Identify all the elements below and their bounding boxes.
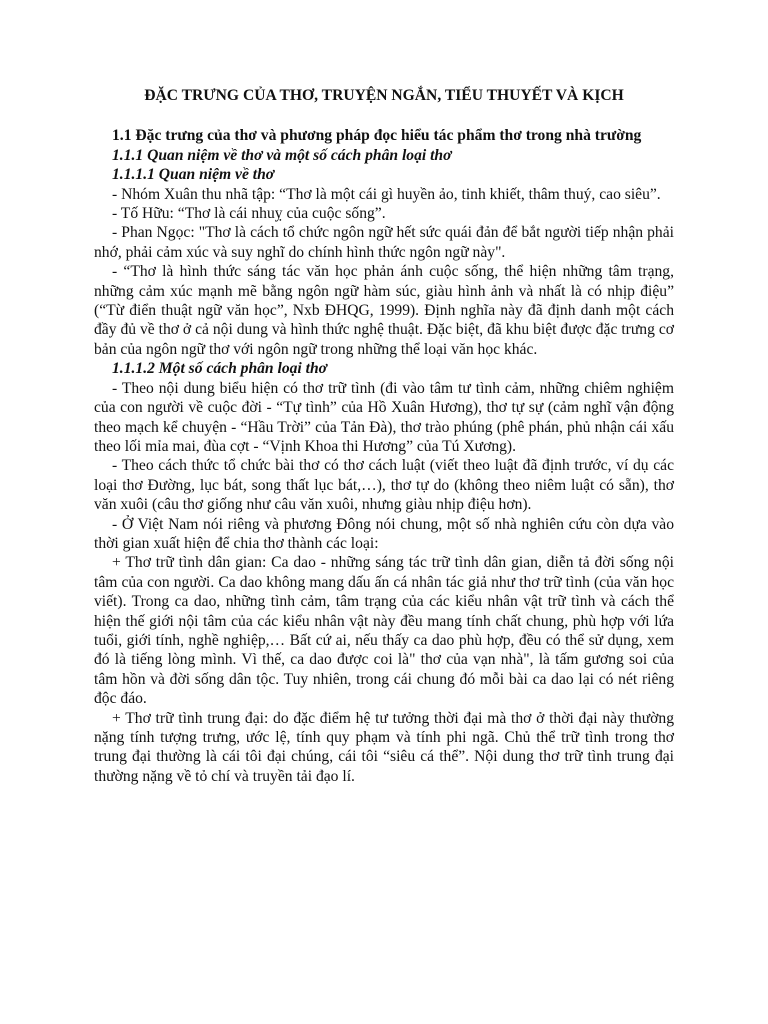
paragraph: - Nhóm Xuân thu nhã tập: “Thơ là một cái gì huyền ảo, tinh khiết, thâm thuý, cao siêu”.	[112, 185, 661, 203]
paragraph: - “Thơ là hình thức sáng tác văn học phản ánh cuộc sống, thể hiện những tâm trạng, những cảm xúc mạnh mẽ bằng ngôn ngữ hàm súc, giàu hình ảnh và nhất là có nhịp điệu” (“Từ điển thuật ngữ văn học”, Nxb ĐHQG, 1999). Định nghĩa này đã định danh một cách đầy đủ về thơ ở cả nội dung và hình thức nghệ thuật. Đặc biệt, đã khu biệt được đặc trưng cơ bản của ngôn ngữ thơ với ngôn ngữ trong những thể loại văn học khác.	[94, 263, 674, 358]
section-heading-1-1-1-1: 1.1.1.1 Quan niệm về thơ	[112, 166, 275, 184]
paragraph: - Theo nội dung biểu hiện có thơ trữ tình (đi vào tâm tư tình cảm, những chiêm nghiệm của con người về cuộc đời - “Tự tình” của Hồ Xuân Hương), thơ tự sự (cảm nghĩ vận động theo mạch kể chuyện - “Hầu Trời” của Tản Đà), thơ trào phúng (phê phán, phủ nhận cái xấu theo lối mỉa mai, đùa cợt - “Vịnh Khoa thi Hương” của Tú Xương).	[94, 379, 674, 455]
paragraph: - Tố Hữu: “Thơ là cái nhuỵ của cuộc sống”.	[112, 205, 386, 223]
paragraph: + Thơ trữ tình dân gian: Ca dao - những sáng tác trữ tình dân gian, diễn tả đời sống nội tâm của con người. Ca dao không mang dấu ấn cá nhân tác giả như thơ trữ tình (của văn học viết). Trong ca dao, những tình cảm, tâm trạng của các kiểu nhân vật trữ tình và cách thể hiện thế giới nội tâm của các kiểu nhân vật này đều mang tính chất chung, phù hợp với lứa tuổi, giới tính, nghề nghiệp,… Bất cứ ai, nếu thấy ca dao phù hợp, đều có thể sử dụng, xem đó là tiếng lòng mình. Vì thế, ca dao được coi là" thơ của vạn nhà", là tấm gương soi của tâm hồn và đời sống dân tộc. Tuy nhiên, trong cái chung đó mỗi bài ca dao lại có nét riêng độc đáo.	[94, 554, 674, 708]
paragraph: - Theo cách thức tổ chức bài thơ có thơ cách luật (viết theo luật đã định trước, ví dụ các loại thơ Đường, lục bát, song thất lục bát,…), thơ tự do (không theo niêm luật có sẵn), thơ văn xuôi (câu thơ giống như câu văn xuôi, nhưng giàu nhịp điệu hơn).	[94, 457, 674, 514]
section-heading-1-1: 1.1 Đặc trưng của thơ và phương pháp đọc hiểu tác phẩm thơ trong nhà trường	[112, 127, 642, 145]
paragraph: - Ở Việt Nam nói riêng và phương Đông nói chung, một số nhà nghiên cứu còn dựa vào thời gian xuất hiện để chia thơ thành các loại:	[94, 515, 674, 552]
section-heading-1-1-1-2: 1.1.1.2 Một số cách phân loại thơ	[112, 360, 328, 378]
section-heading-1-1-1: 1.1.1 Quan niệm về thơ và một số cách phân loại thơ	[112, 146, 452, 164]
paragraph: - Phan Ngọc: "Thơ là cách tổ chức ngôn ngữ hết sức quái đản để bắt người tiếp nhận phải nhớ, phải cảm xúc và suy nghĩ do chính hình thức ngôn ngữ này".	[94, 224, 674, 261]
document-title: ĐẶC TRƯNG CỦA THƠ, TRUYỆN NGẮN, TIỂU THUYẾT VÀ KỊCH	[144, 87, 624, 104]
paragraph: + Thơ trữ tình trung đại: do đặc điểm hệ tư tưởng thời đại mà thơ ở thời đại này thường nặng tính tượng trưng, ước lệ, tính quy phạm và tính phi ngã. Chủ thể trữ tình trong thơ trung đại thường là cái tôi đại chúng, cái tôi “siêu cá thể”. Nội dung thơ trữ tình trung đại thường nặng về tỏ chí và truyền tải đạo lí.	[94, 709, 674, 785]
document-page	[94, 86, 674, 786]
